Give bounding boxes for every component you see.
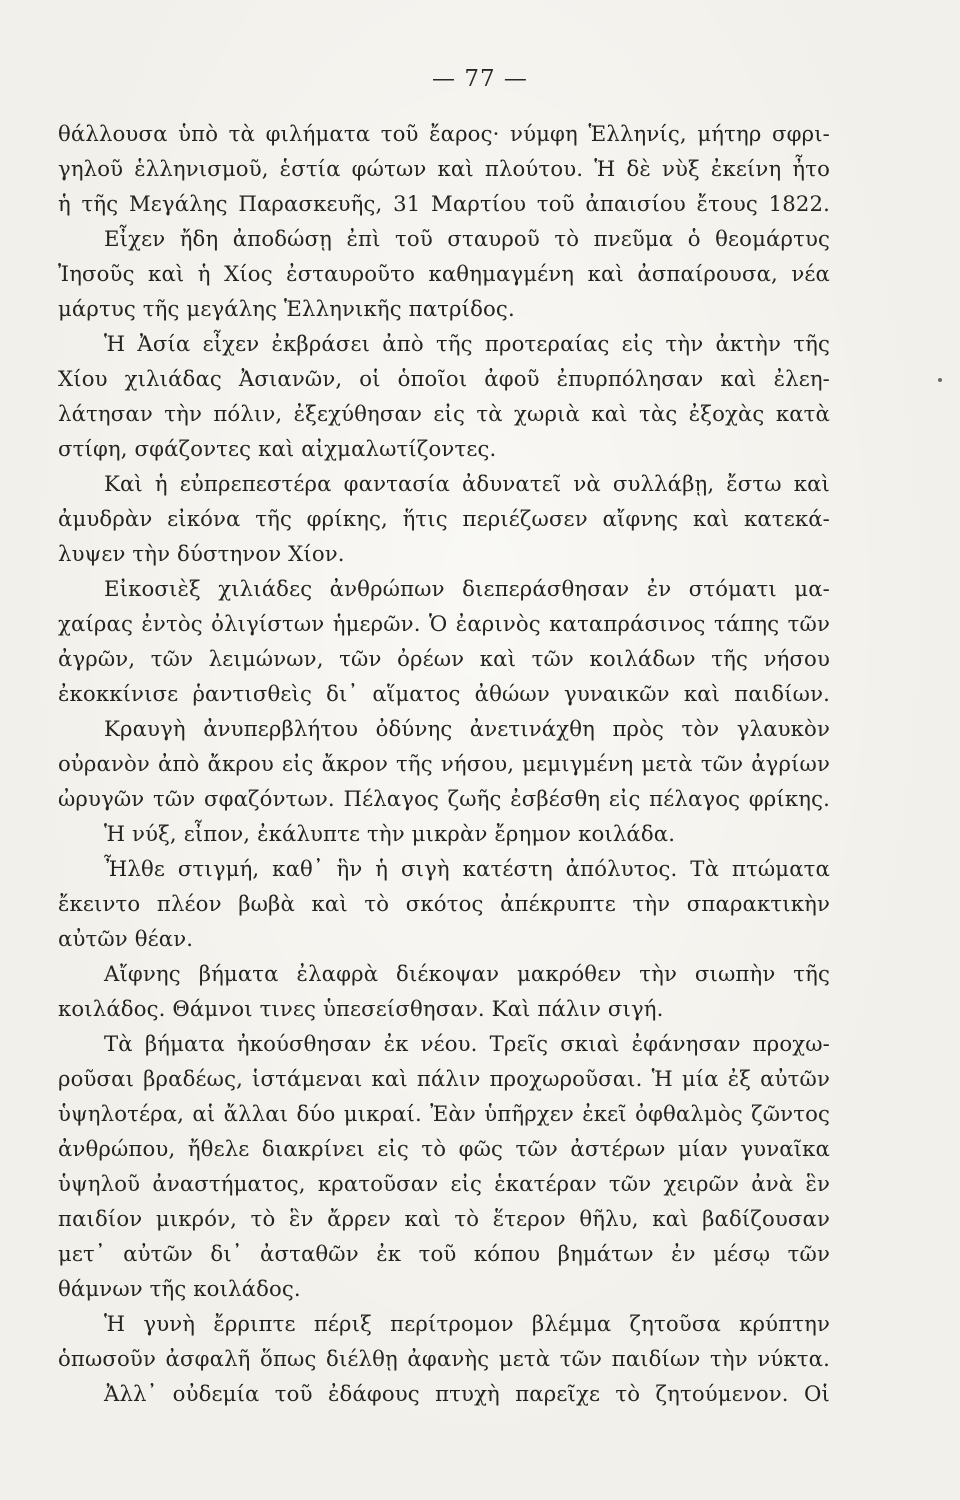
- text-line: ἀμυδρὰν εἰκόνα τῆς φρίκης, ἥτις περιέζωσεν αἴφνης καὶ κατεκά-: [58, 506, 830, 531]
- page-number: — 77 —: [432, 66, 528, 92]
- text-line: μάρτυς τῆς μεγάλης Ἑλληνικῆς πατρίδος.: [58, 296, 515, 321]
- text-line: οὐρανὸν ἀπὸ ἄκρου εἰς ἄκρον τῆς νήσου, μεμιγμένη μετὰ τῶν ἀγρίων: [58, 751, 830, 776]
- text-line: ἡ τῆς Μεγάλης Παρασκευῆς, 31 Μαρτίου τοῦ ἀπαισίου ἔτους 1822.: [58, 191, 830, 216]
- text-line: ροῦσαι βραδέως, ἱστάμεναι καὶ πάλιν προχωροῦσαι. Ἡ μία ἐξ αὐτῶν: [58, 1066, 830, 1091]
- text-line: Χίου χιλιάδας Ἀσιανῶν, οἱ ὁποῖοι ἀφοῦ ἐπυρπόλησαν καὶ ἐλεη-: [58, 366, 830, 391]
- text-line: Τὰ βήματα ἠκούσθησαν ἐκ νέου. Τρεῖς σκιαὶ ἐφάνησαν προχω-: [104, 1031, 830, 1056]
- text-line: Ἰησοῦς καὶ ἡ Χίος ἐσταυροῦτο καθημαγμένη καὶ ἀσπαίρουσα, νέα: [58, 261, 830, 286]
- text-line: Ἡ νύξ, εἶπον, ἐκάλυπτε τὴν μικρὰν ἔρημον κοιλάδα.: [104, 821, 676, 846]
- text-line: ὑψηλοῦ ἀναστήματος, κρατοῦσαν εἰς ἑκατέραν τῶν χειρῶν ἀνὰ ἓν: [58, 1171, 830, 1196]
- text-line: λυψεν τὴν δύστηνον Χίον.: [58, 541, 345, 566]
- text-line: Ἦλθε στιγμή, καθ᾽ ἣν ἡ σιγὴ κατέστη ἀπόλυτος. Τὰ πτώματα: [104, 856, 830, 881]
- text-line: Αἴφνης βήματα ἐλαφρὰ διέκοψαν μακρόθεν τὴν σιωπὴν τῆς: [104, 961, 830, 986]
- body-text: [58, 116, 830, 1411]
- text-line: αὐτῶν θέαν.: [58, 926, 194, 951]
- text-line: ἔκειντο πλέον βωβὰ καὶ τὸ σκότος ἀπέκρυπτε τὴν σπαρακτικὴν: [58, 891, 830, 916]
- ink-speck: [938, 378, 942, 382]
- text-line: ὁπωσοῦν ἀσφαλῆ ὅπως διέλθῃ ἀφανὴς μετὰ τῶν παιδίων τὴν νύκτα.: [58, 1346, 830, 1371]
- text-line: ὠρυγῶν τῶν σφαζόντων. Πέλαγος ζωῆς ἐσβέσθη εἰς πέλαγος φρίκης.: [58, 786, 830, 811]
- text-line: ἀγρῶν, τῶν λειμώνων, τῶν ὀρέων καὶ τῶν κοιλάδων τῆς νήσου: [58, 646, 830, 671]
- text-line: κοιλάδος. Θάμνοι τινες ὑπεσείσθησαν. Καὶ πάλιν σιγή.: [58, 996, 664, 1021]
- text-line: Κραυγὴ ἀνυπερβλήτου ὀδύνης ἀνετινάχθη πρὸς τὸν γλαυκὸν: [104, 716, 830, 741]
- text-line: γηλοῦ ἑλληνισμοῦ, ἑστία φώτων καὶ πλούτου. Ἡ δὲ νὺξ ἐκείνη ἦτο: [58, 156, 830, 181]
- text-line: ὑψηλοτέρα, αἱ ἄλλαι δύο μικραί. Ἐὰν ὑπῆρχεν ἐκεῖ ὀφθαλμὸς ζῶντος: [58, 1101, 830, 1126]
- text-line: Εἰκοσιὲξ χιλιάδες ἀνθρώπων διεπεράσθησαν ἐν στόματι μα-: [104, 576, 830, 601]
- text-line: ἐκοκκίνισε ῥαντισθεὶς δι᾽ αἵματος ἀθώων γυναικῶν καὶ παιδίων.: [58, 681, 830, 706]
- text-line: Ἡ Ἀσία εἶχεν ἐκβράσει ἀπὸ τῆς προτεραίας εἰς τὴν ἀκτὴν τῆς: [104, 331, 830, 356]
- text-line: θάλλουσα ὑπὸ τὰ φιλήματα τοῦ ἔαρος· νύμφη Ἑλληνίς, μήτηρ σφρι-: [58, 121, 830, 146]
- text-line: παιδίον μικρόν, τὸ ἓν ἄρρεν καὶ τὸ ἕτερον θῆλυ, καὶ βαδίζουσαν: [58, 1206, 830, 1231]
- text-line: στίφη, σφάζοντες καὶ αἰχμαλωτίζοντες.: [58, 436, 497, 461]
- text-line: λάτησαν τὴν πόλιν, ἐξεχύθησαν εἰς τὰ χωριὰ καὶ τὰς ἐξοχὰς κατὰ: [58, 401, 830, 426]
- text-line: χαίρας ἐντὸς ὀλιγίστων ἡμερῶν. Ὁ ἐαρινὸς καταπράσινος τάπης τῶν: [58, 611, 830, 636]
- text-line: Καὶ ἡ εὐπρεπεστέρα φαντασία ἀδυνατεῖ νὰ συλλάβῃ, ἔστω καὶ: [104, 471, 830, 496]
- text-line: Εἶχεν ἤδη ἀποδώσῃ ἐπὶ τοῦ σταυροῦ τὸ πνεῦμα ὁ θεομάρτυς: [104, 226, 830, 251]
- text-line: Ἡ γυνὴ ἔρριπτε πέριξ περίτρομον βλέμμα ζητοῦσα κρύπτην: [104, 1311, 830, 1336]
- text-line: θάμνων τῆς κοιλάδος.: [58, 1276, 301, 1301]
- text-line: μετ᾽ αὐτῶν δι᾽ ἀσταθῶν ἐκ τοῦ κόπου βημάτων ἐν μέσῳ τῶν: [58, 1241, 830, 1266]
- text-line: ἀνθρώπου, ἤθελε διακρίνει εἰς τὸ φῶς τῶν ἀστέρων μίαν γυναῖκα: [58, 1136, 830, 1161]
- text-line: Ἀλλ᾽ οὐδεμία τοῦ ἐδάφους πτυχὴ παρεῖχε τὸ ζητούμενον. Οἱ: [104, 1381, 830, 1406]
